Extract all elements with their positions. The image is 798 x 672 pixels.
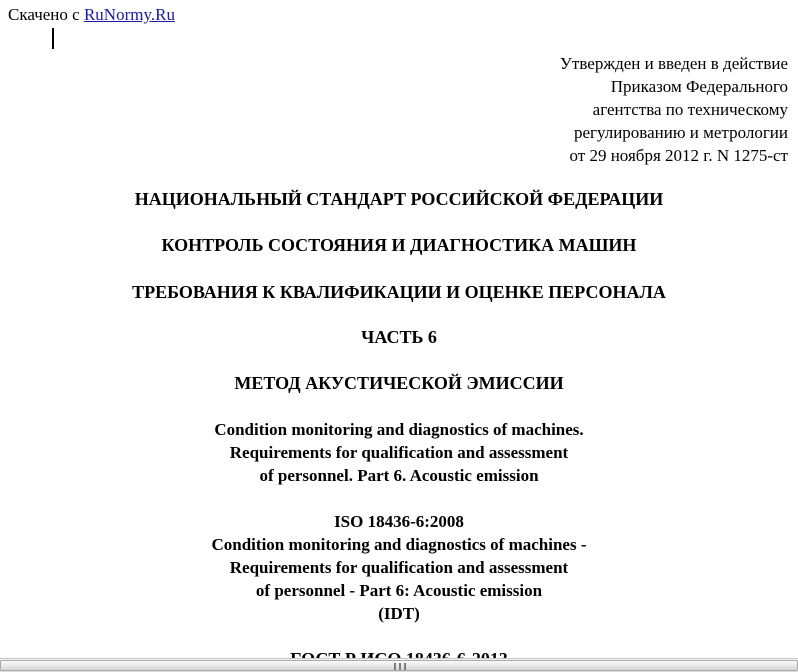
iso-title-line: Requirements for qualification and assessment xyxy=(229,558,569,577)
source-prefix: Скачено с xyxy=(8,5,80,24)
iso-idt: (IDT) xyxy=(378,604,420,623)
heading-requirements: ТРЕБОВАНИЯ К КВАЛИФИКАЦИИ И ОЦЕНКЕ ПЕРСОНАЛА xyxy=(132,282,666,302)
english-title-line: of personnel. Part 6. Acoustic emission xyxy=(259,466,539,485)
approval-line: регулированию и метрологии xyxy=(573,123,788,142)
english-title xyxy=(0,418,798,487)
approval-block xyxy=(560,52,788,167)
english-title-line: Requirements for qualification and assessment xyxy=(229,443,569,462)
heading-standard: НАЦИОНАЛЬНЫЙ СТАНДАРТ РОССИЙСКОЙ ФЕДЕРАЦИИ xyxy=(134,189,664,209)
heading-part: ЧАСТЬ 6 xyxy=(361,327,437,347)
iso-title-line: of personnel - Part 6: Acoustic emission xyxy=(255,581,543,600)
runormy-link[interactable]: RuNormy.Ru xyxy=(83,5,175,24)
iso-code: ISO 18436-6:2008 xyxy=(334,512,464,531)
source-line xyxy=(8,5,175,25)
heading-method: МЕТОД АКУСТИЧЕСКОЙ ЭМИССИИ xyxy=(234,373,564,393)
english-title-line: Condition monitoring and diagnostics of machines. xyxy=(214,420,584,439)
iso-reference xyxy=(0,510,798,625)
horizontal-scrollbar[interactable] xyxy=(0,658,798,672)
iso-title-line: Condition monitoring and diagnostics of machines - xyxy=(211,535,587,554)
approval-line: Приказом Федерального xyxy=(610,77,788,96)
text-cursor xyxy=(52,28,54,49)
scrollbar-thumb[interactable] xyxy=(0,660,798,671)
approval-line: Утвержден и введен в действие xyxy=(559,54,788,73)
heading-control: КОНТРОЛЬ СОСТОЯНИЯ И ДИАГНОСТИКА МАШИН xyxy=(161,235,637,255)
grip-icon xyxy=(394,663,406,670)
approval-line: агентства по техническому xyxy=(592,100,788,119)
approval-line: от 29 ноября 2012 г. N 1275-ст xyxy=(569,146,788,165)
